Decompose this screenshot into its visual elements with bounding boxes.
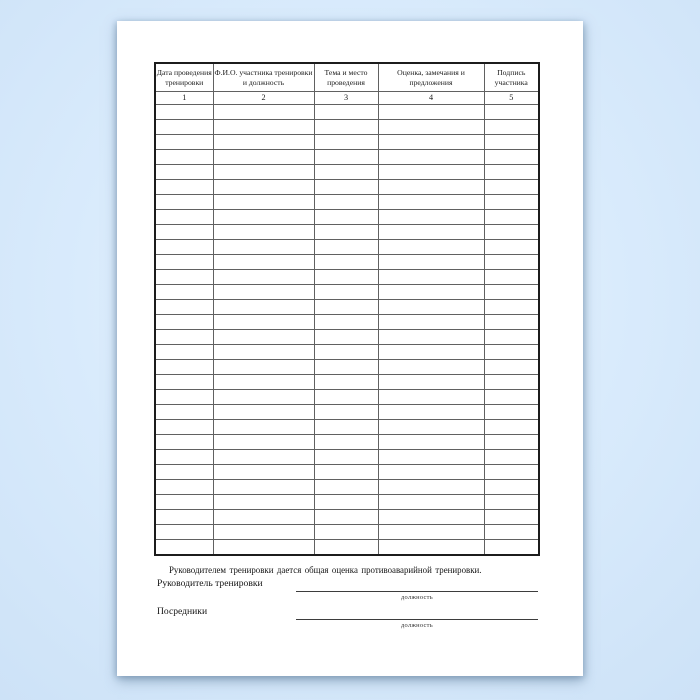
- table-row: [155, 495, 539, 510]
- table-row: [155, 255, 539, 270]
- table-row: [155, 360, 539, 375]
- column-number-cell: 1: [155, 92, 213, 105]
- column-number-cell: 2: [213, 92, 314, 105]
- table-cell: [213, 510, 314, 525]
- table-row: [155, 300, 539, 315]
- table-cell: [213, 450, 314, 465]
- table-cell: [314, 420, 378, 435]
- table-cell: [213, 375, 314, 390]
- table-row: [155, 240, 539, 255]
- table-cell: [484, 240, 539, 255]
- table-cell: [314, 270, 378, 285]
- table-cell: [378, 150, 484, 165]
- table-cell: [378, 225, 484, 240]
- table-cell: [484, 225, 539, 240]
- table-header-cell: Тема и место проведения: [314, 63, 378, 92]
- table-cell: [213, 495, 314, 510]
- table-cell: [484, 105, 539, 120]
- table-row: [155, 315, 539, 330]
- table-cell: [213, 345, 314, 360]
- table-cell: [484, 300, 539, 315]
- table-cell: [378, 525, 484, 540]
- table-cell: [155, 360, 213, 375]
- table-row: [155, 210, 539, 225]
- table-cell: [314, 255, 378, 270]
- table-cell: [213, 465, 314, 480]
- table-cell: [155, 480, 213, 495]
- table-cell: [484, 180, 539, 195]
- table-cell: [155, 105, 213, 120]
- table-row: [155, 150, 539, 165]
- table-cell: [484, 420, 539, 435]
- table-row: [155, 135, 539, 150]
- table-cell: [314, 315, 378, 330]
- table-row: [155, 285, 539, 300]
- table-cell: [378, 495, 484, 510]
- table-cell: [314, 105, 378, 120]
- table-cell: [213, 330, 314, 345]
- column-number-cell: 4: [378, 92, 484, 105]
- table-cell: [155, 510, 213, 525]
- table-cell: [314, 480, 378, 495]
- table-cell: [484, 525, 539, 540]
- table-cell: [484, 360, 539, 375]
- table-cell: [213, 420, 314, 435]
- table-cell: [155, 525, 213, 540]
- signature-line-field: [296, 591, 538, 601]
- table-row: [155, 330, 539, 345]
- table-cell: [484, 375, 539, 390]
- table-cell: [378, 315, 484, 330]
- table-row: [155, 345, 539, 360]
- table-cell: [378, 510, 484, 525]
- table-cell: [155, 465, 213, 480]
- table-cell: [314, 375, 378, 390]
- table-cell: [213, 105, 314, 120]
- table-row: [155, 120, 539, 135]
- table-cell: [314, 150, 378, 165]
- table-cell: [213, 210, 314, 225]
- table-row: [155, 450, 539, 465]
- table-row: [155, 405, 539, 420]
- table-cell: [314, 180, 378, 195]
- table-cell: [378, 195, 484, 210]
- table-cell: [314, 195, 378, 210]
- table-row: [155, 510, 539, 525]
- table-cell: [484, 315, 539, 330]
- table-cell: [484, 495, 539, 510]
- table-cell: [213, 300, 314, 315]
- table-header-cell: Ф.И.О. участника тренировки и должность: [213, 63, 314, 92]
- table-cell: [378, 270, 484, 285]
- table-cell: [484, 150, 539, 165]
- table-cell: [378, 120, 484, 135]
- table-cell: [155, 135, 213, 150]
- table-cell: [378, 480, 484, 495]
- table-cell: [378, 375, 484, 390]
- table-row: [155, 540, 539, 556]
- table-cell: [484, 135, 539, 150]
- table-cell: [314, 225, 378, 240]
- table-cell: [314, 405, 378, 420]
- table-cell: [314, 135, 378, 150]
- table-cell: [155, 390, 213, 405]
- table-cell: [155, 255, 213, 270]
- table-row: [155, 465, 539, 480]
- table-cell: [213, 255, 314, 270]
- table-header-cell: Оценка, замечания и предложения: [378, 63, 484, 92]
- table-cell: [378, 390, 484, 405]
- table-cell: [155, 540, 213, 556]
- table-cell: [314, 300, 378, 315]
- table-cell: [155, 240, 213, 255]
- table-cell: [378, 285, 484, 300]
- table-cell: [213, 540, 314, 556]
- table-cell: [314, 525, 378, 540]
- table-cell: [213, 405, 314, 420]
- table-row: [155, 105, 539, 120]
- table-row: [155, 180, 539, 195]
- table-cell: [484, 285, 539, 300]
- table-cell: [484, 540, 539, 556]
- table-row: [155, 270, 539, 285]
- table-cell: [213, 135, 314, 150]
- table-cell: [314, 330, 378, 345]
- table-cell: [484, 195, 539, 210]
- table-cell: [314, 465, 378, 480]
- table-cell: [213, 240, 314, 255]
- table-row: [155, 375, 539, 390]
- table-cell: [155, 210, 213, 225]
- table-cell: [314, 285, 378, 300]
- table-cell: [213, 120, 314, 135]
- document-page: [117, 21, 583, 676]
- table-cell: [378, 180, 484, 195]
- table-row: [155, 390, 539, 405]
- table-row: [155, 165, 539, 180]
- table-cell: [378, 165, 484, 180]
- table-cell: [314, 345, 378, 360]
- signature-label: Посредники: [157, 606, 208, 617]
- signature-caption: должность: [401, 593, 433, 601]
- table-row: [155, 420, 539, 435]
- table-cell: [378, 420, 484, 435]
- training-log-table: [154, 62, 540, 556]
- table-cell: [213, 315, 314, 330]
- table-cell: [213, 525, 314, 540]
- table-cell: [314, 360, 378, 375]
- table-cell: [314, 210, 378, 225]
- table-cell: [378, 435, 484, 450]
- table-header-cell: Дата проведения тренировки: [155, 63, 213, 92]
- table-cell: [378, 300, 484, 315]
- table-cell: [155, 195, 213, 210]
- table-cell: [213, 390, 314, 405]
- table-cell: [484, 450, 539, 465]
- table-cell: [155, 300, 213, 315]
- table-cell: [314, 540, 378, 556]
- table-cell: [314, 435, 378, 450]
- table-cell: [378, 210, 484, 225]
- table-cell: [484, 510, 539, 525]
- table-cell: [314, 240, 378, 255]
- table-cell: [314, 390, 378, 405]
- table-cell: [213, 360, 314, 375]
- table-cell: [213, 195, 314, 210]
- table-row: [155, 525, 539, 540]
- table-cell: [378, 465, 484, 480]
- table-cell: [484, 480, 539, 495]
- signature-row: [117, 606, 583, 640]
- table-cell: [155, 165, 213, 180]
- table-row: [155, 480, 539, 495]
- table-cell: [155, 435, 213, 450]
- table-cell: [378, 360, 484, 375]
- table-cell: [378, 345, 484, 360]
- table-cell: [484, 330, 539, 345]
- table-cell: [213, 150, 314, 165]
- table-cell: [155, 345, 213, 360]
- table-cell: [155, 180, 213, 195]
- table-cell: [378, 330, 484, 345]
- table-header-cell: Подпись участника: [484, 63, 539, 92]
- table-cell: [213, 480, 314, 495]
- table-cell: [155, 270, 213, 285]
- table-cell: [213, 165, 314, 180]
- table-cell: [155, 315, 213, 330]
- column-number-cell: 3: [314, 92, 378, 105]
- table-cell: [213, 270, 314, 285]
- table-cell: [484, 270, 539, 285]
- column-number-cell: 5: [484, 92, 539, 105]
- table-cell: [378, 405, 484, 420]
- table-cell: [484, 210, 539, 225]
- table-cell: [484, 345, 539, 360]
- table-cell: [484, 255, 539, 270]
- table-cell: [213, 435, 314, 450]
- table-cell: [484, 465, 539, 480]
- table-header-row: [155, 63, 539, 92]
- column-number-row: [155, 92, 539, 105]
- table-cell: [155, 375, 213, 390]
- table-cell: [213, 225, 314, 240]
- table-cell: [484, 405, 539, 420]
- table-cell: [155, 405, 213, 420]
- table-cell: [155, 495, 213, 510]
- signature-line: [296, 591, 538, 592]
- signature-line-field: [296, 619, 538, 629]
- table-cell: [155, 330, 213, 345]
- table-cell: [378, 240, 484, 255]
- table-cell: [484, 165, 539, 180]
- table-cell: [314, 120, 378, 135]
- table-cell: [314, 495, 378, 510]
- table-cell: [155, 450, 213, 465]
- table-cell: [378, 450, 484, 465]
- table-cell: [155, 120, 213, 135]
- table-cell: [484, 390, 539, 405]
- table-cell: [378, 135, 484, 150]
- table-cell: [314, 450, 378, 465]
- table-cell: [484, 120, 539, 135]
- table-cell: [378, 540, 484, 556]
- table-cell: [155, 150, 213, 165]
- table-cell: [378, 105, 484, 120]
- table-cell: [155, 285, 213, 300]
- table-cell: [378, 255, 484, 270]
- table-row: [155, 435, 539, 450]
- table-cell: [213, 285, 314, 300]
- table-cell: [484, 435, 539, 450]
- table-row: [155, 195, 539, 210]
- signature-label: Руководитель тренировки: [157, 578, 263, 589]
- note-text: Руководителем тренировки дается общая оценка противоаварийной тренировки.: [169, 565, 482, 575]
- table-cell: [213, 180, 314, 195]
- table-cell: [155, 225, 213, 240]
- table-cell: [314, 510, 378, 525]
- table-row: [155, 225, 539, 240]
- signature-line: [296, 619, 538, 620]
- table-cell: [314, 165, 378, 180]
- signature-caption: должность: [401, 621, 433, 629]
- table-cell: [155, 420, 213, 435]
